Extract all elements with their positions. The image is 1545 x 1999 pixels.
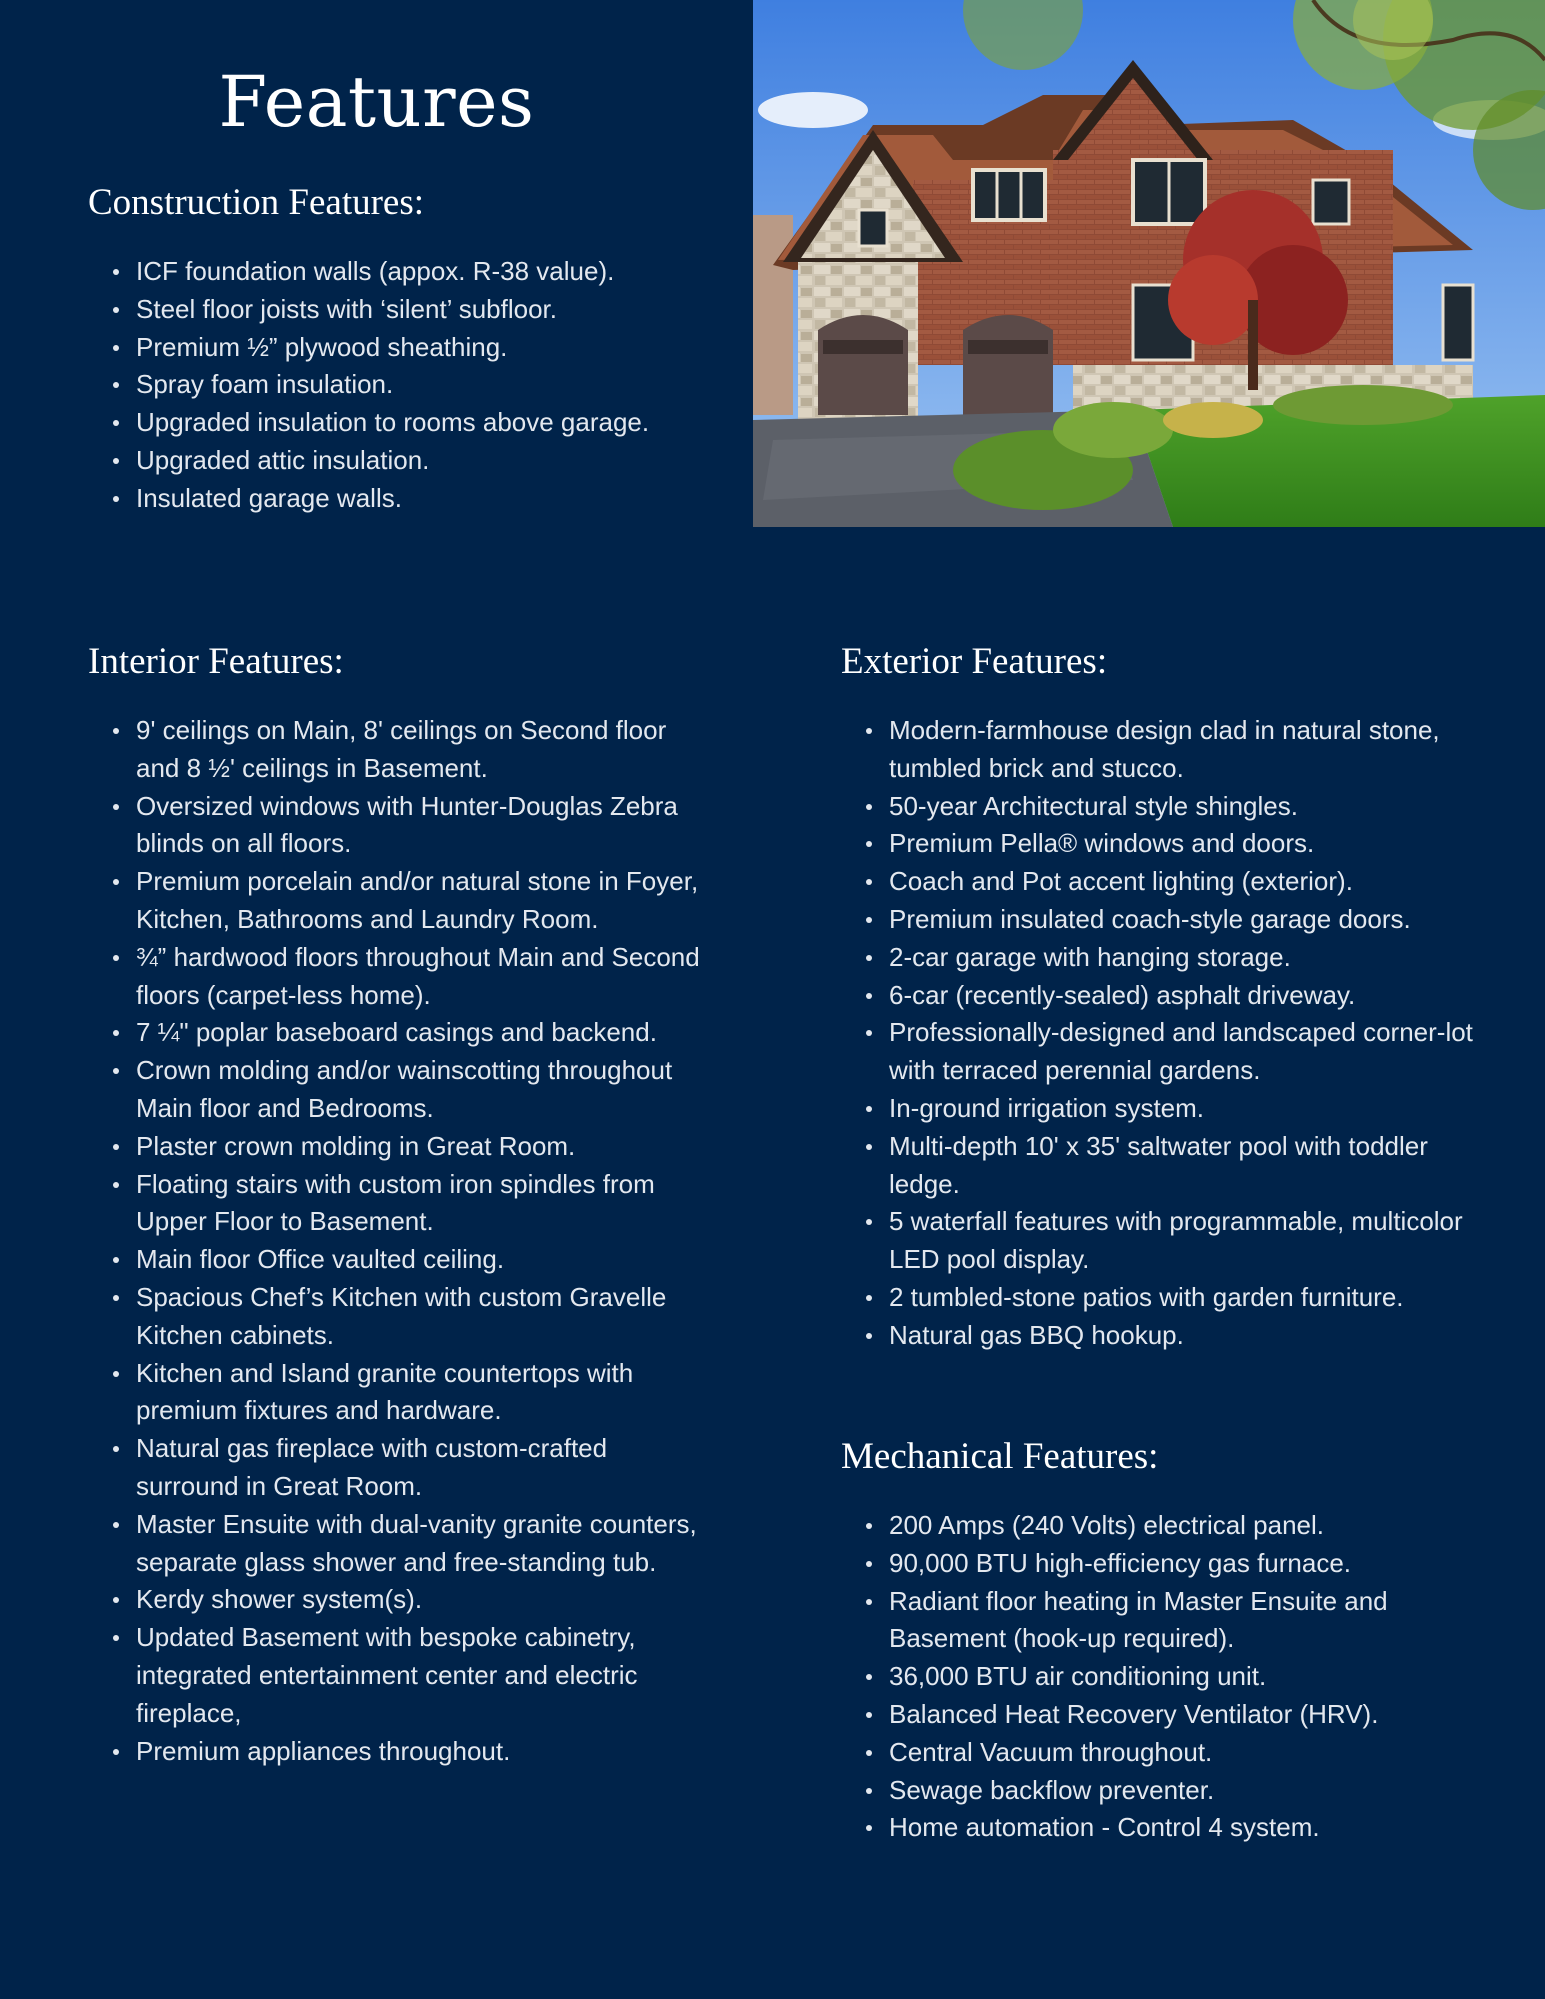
mechanical-features-heading: Mechanical Features: bbox=[841, 1436, 1159, 1477]
list-item: Premium Pella® windows and doors. bbox=[889, 825, 1481, 863]
list-item: Oversized windows with Hunter-Douglas Zebra blinds on all floors. bbox=[136, 788, 708, 864]
list-item: Master Ensuite with dual-vanity granite counters, separate glass shower and free-standing tub. bbox=[136, 1506, 708, 1582]
list-item: Kerdy shower system(s). bbox=[136, 1581, 708, 1619]
construction-features-list bbox=[88, 253, 688, 518]
list-item: Central Vacuum throughout. bbox=[889, 1734, 1481, 1772]
list-item: Coach and Pot accent lighting (exterior). bbox=[889, 863, 1481, 901]
list-item: 5 waterfall features with programmable, multicolor LED pool display. bbox=[889, 1203, 1481, 1279]
construction-features-section bbox=[88, 181, 688, 518]
list-item: Premium appliances throughout. bbox=[136, 1733, 708, 1771]
list-item: Balanced Heat Recovery Ventilator (HRV). bbox=[889, 1696, 1481, 1734]
list-item: 50-year Architectural style shingles. bbox=[889, 788, 1481, 826]
list-item: Spray foam insulation. bbox=[136, 366, 688, 404]
list-item: Plaster crown molding in Great Room. bbox=[136, 1128, 708, 1166]
list-item: 90,000 BTU high-efficiency gas furnace. bbox=[889, 1545, 1481, 1583]
list-item: Main floor Office vaulted ceiling. bbox=[136, 1241, 708, 1279]
list-item: Natural gas fireplace with custom-crafted surround in Great Room. bbox=[136, 1430, 708, 1506]
mechanical-features-section bbox=[841, 1435, 1481, 1847]
list-item: Premium ½” plywood sheathing. bbox=[136, 329, 688, 367]
list-item: ICF foundation walls (appox. R-38 value). bbox=[136, 253, 688, 291]
list-item: 200 Amps (240 Volts) electrical panel. bbox=[889, 1507, 1481, 1545]
list-item: Premium porcelain and/or natural stone in Foyer, Kitchen, Bathrooms and Laundry Room. bbox=[136, 863, 708, 939]
interior-features-section bbox=[88, 640, 708, 1770]
interior-features-heading: Interior Features: bbox=[88, 641, 344, 682]
list-item: Radiant floor heating in Master Ensuite and Basement (hook-up required). bbox=[889, 1583, 1481, 1659]
house-photo bbox=[753, 0, 1545, 527]
list-item: Kitchen and Island granite countertops with premium fixtures and hardware. bbox=[136, 1355, 708, 1431]
list-item: 7 ¼" poplar baseboard casings and backend. bbox=[136, 1014, 708, 1052]
exterior-features-section bbox=[841, 640, 1481, 1355]
list-item: Upgraded attic insulation. bbox=[136, 442, 688, 480]
list-item: 9' ceilings on Main, 8' ceilings on Second floor and 8 ½' ceilings in Basement. bbox=[136, 712, 708, 788]
list-item: Natural gas BBQ hookup. bbox=[889, 1317, 1481, 1355]
list-item: Modern-farmhouse design clad in natural stone, tumbled brick and stucco. bbox=[889, 712, 1481, 788]
list-item: Floating stairs with custom iron spindles from Upper Floor to Basement. bbox=[136, 1166, 708, 1242]
list-item: 2 tumbled-stone patios with garden furniture. bbox=[889, 1279, 1481, 1317]
list-item: Steel floor joists with ‘silent’ subfloor. bbox=[136, 291, 688, 329]
list-item: ¾” hardwood floors throughout Main and Second floors (carpet-less home). bbox=[136, 939, 708, 1015]
list-item: Updated Basement with bespoke cabinetry, integrated entertainment center and electric fireplace, bbox=[136, 1619, 708, 1732]
exterior-features-list bbox=[841, 712, 1481, 1355]
construction-features-heading: Construction Features: bbox=[88, 182, 425, 223]
list-item: Sewage backflow preventer. bbox=[889, 1772, 1481, 1810]
list-item: Insulated garage walls. bbox=[136, 480, 688, 518]
interior-features-list bbox=[88, 712, 708, 1770]
list-item: Upgraded insulation to rooms above garage. bbox=[136, 404, 688, 442]
list-item: Multi-depth 10' x 35' saltwater pool with toddler ledge. bbox=[889, 1128, 1481, 1204]
mechanical-features-list bbox=[841, 1507, 1481, 1847]
list-item: Premium insulated coach-style garage doors. bbox=[889, 901, 1481, 939]
list-item: Spacious Chef’s Kitchen with custom Gravelle Kitchen cabinets. bbox=[136, 1279, 708, 1355]
list-item: 36,000 BTU air conditioning unit. bbox=[889, 1658, 1481, 1696]
exterior-features-heading: Exterior Features: bbox=[841, 641, 1108, 682]
list-item: 6-car (recently-sealed) asphalt driveway. bbox=[889, 977, 1481, 1015]
list-item: In-ground irrigation system. bbox=[889, 1090, 1481, 1128]
list-item: Home automation - Control 4 system. bbox=[889, 1809, 1481, 1847]
page-title: Features bbox=[218, 61, 535, 143]
list-item: Professionally-designed and landscaped corner-lot with terraced perennial gardens. bbox=[889, 1014, 1481, 1090]
list-item: 2-car garage with hanging storage. bbox=[889, 939, 1481, 977]
list-item: Crown molding and/or wainscotting throughout Main floor and Bedrooms. bbox=[136, 1052, 708, 1128]
